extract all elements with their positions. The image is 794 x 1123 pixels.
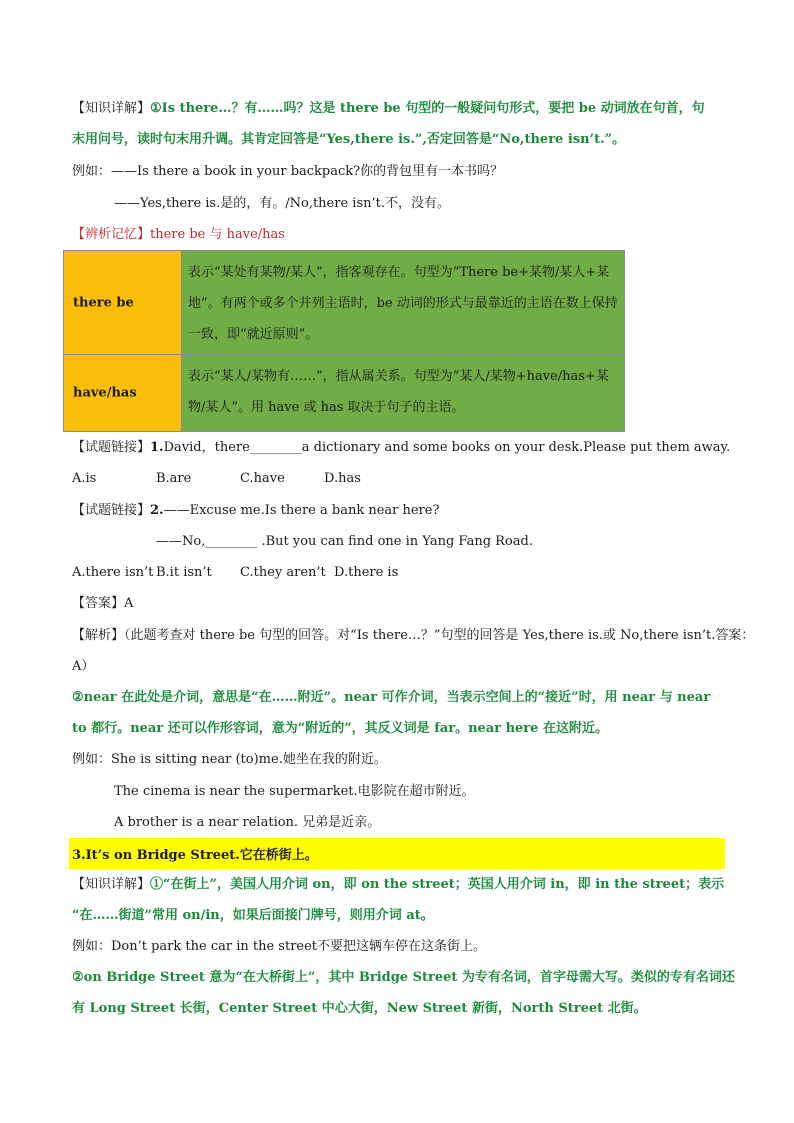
table-key-label: there be bbox=[73, 295, 134, 310]
explanation-label: 【解析】 bbox=[72, 628, 125, 643]
option-b[interactable]: B.it isn’t bbox=[156, 565, 212, 580]
green-text: ①Is there…？有……吗？这是 there be 句型的一般疑问句形式，要把 be 动词放在句首，句 bbox=[150, 101, 705, 116]
table-row bbox=[64, 355, 624, 431]
option-a[interactable]: A.is bbox=[72, 471, 97, 486]
analysis-tag: 【辨析记忆】 bbox=[72, 227, 151, 242]
option-c[interactable]: C.have bbox=[240, 471, 285, 486]
table-key-label: have/has bbox=[73, 385, 137, 401]
option-b[interactable]: B.are bbox=[156, 471, 192, 486]
green-text: ①“在街上”，美国人用介词 on，即 on the street；英国人用介词 in，即 in the street；表示 bbox=[150, 877, 725, 892]
near-explain-line-1: ②near 在此处是介词，意思是“在……附近”。near 可作介词，当表示空间上的“接近”时，用 near 与 near bbox=[72, 690, 711, 705]
section-tag: 【知识详解】 bbox=[72, 877, 151, 892]
answer-value: A bbox=[124, 596, 134, 611]
street-explain-line-4: 有 Long Street 长街，Center Street 中心大街，New Street 新街，North Street 北街。 bbox=[72, 1001, 647, 1016]
example-line-2: ——Yes,there is.是的，有。/No,there isn’t.不，没有。 bbox=[114, 196, 450, 211]
question-text: ——Excuse me.Is there a bank near here? bbox=[163, 503, 440, 518]
explanation-line-2: A） bbox=[72, 659, 95, 674]
question-number: 1. bbox=[150, 440, 164, 455]
answer-line bbox=[72, 594, 732, 614]
knowledge-explain-line-1 bbox=[72, 99, 732, 119]
highlighted-heading bbox=[69, 838, 725, 869]
table-key-cell bbox=[64, 355, 182, 431]
question-text: David，there________a dictionary and some books on your desk.Please put them away. bbox=[163, 440, 731, 455]
option-d[interactable]: D.has bbox=[324, 471, 361, 486]
question-tag: 【试题链接】 bbox=[72, 503, 151, 518]
street-explain-line-2: “在……街道”常用 on/in，如果后面接门牌号，则用介词 at。 bbox=[72, 908, 434, 923]
table-desc-cell: 表示“某处有某物/某人”，指客观存在。句型为“There be+某物/某人+某地”。有两个或多个并列主语时，be 动词的形式与最靠近的主语在数上保持一致，即“就近原则”。 bbox=[182, 251, 624, 354]
heading-text: 3.It’s on Bridge Street.它在桥街上。 bbox=[72, 848, 318, 863]
option-c[interactable]: C.they aren’t bbox=[240, 565, 326, 580]
explanation-line-1 bbox=[72, 626, 755, 646]
analysis-heading bbox=[72, 225, 732, 245]
near-explain-line-2: to 都行。near 还可以作形容词，意为“附近的”，其反义词是 far。near here 在这附近。 bbox=[72, 721, 608, 736]
explanation-text: （此题考查对 there be 句型的回答。对“Is there…？”句型的回答是 Yes,there is.或 No,there isn’t.答案： bbox=[124, 628, 755, 643]
option-d[interactable]: D.there is bbox=[334, 565, 399, 580]
street-explain-line-3: ②on Bridge Street 意为“在大桥街上”，其中 Bridge Street 为专有名词，首字母需大写。类似的专有名词还 bbox=[72, 970, 735, 985]
near-example-1: 例如：She is sitting near (to)me.她坐在我的附近。 bbox=[72, 752, 387, 767]
table-row bbox=[64, 251, 624, 355]
answer-label: 【答案】 bbox=[72, 596, 125, 611]
near-example-3: A brother is a near relation. 兄弟是近亲。 bbox=[114, 815, 381, 830]
table-key-cell bbox=[64, 251, 182, 354]
section-tag: 【知识详解】 bbox=[72, 101, 151, 116]
question-number: 2. bbox=[150, 503, 164, 518]
question-1 bbox=[72, 438, 732, 458]
question-tag: 【试题链接】 bbox=[72, 440, 151, 455]
street-example: 例如：Don’t park the car in the street不要把这辆车停在这条街上。 bbox=[72, 939, 487, 954]
example-line-1: 例如：——Is there a book in your backpack?你的背包里有一本书吗？ bbox=[72, 164, 504, 179]
street-explain-line-1 bbox=[72, 875, 732, 895]
question-2-line-2: ——No,________ .But you can find one in Yang Fang Road. bbox=[156, 534, 533, 549]
option-a[interactable]: A.there isn’t bbox=[72, 565, 154, 580]
knowledge-explain-line-2: 末用问号，读时句末用升调。其肯定回答是“Yes,there is.”,否定回答是“No,there isn’t.”。 bbox=[72, 132, 626, 147]
comparison-table bbox=[63, 250, 625, 432]
question-2 bbox=[72, 501, 732, 521]
near-example-2: The cinema is near the supermarket.电影院在超市附近。 bbox=[114, 784, 475, 799]
table-desc-cell: 表示“某人/某物有……”，指从属关系。句型为“某人/某物+have/has+某物/某人”。用 have 或 has 取决于句子的主语。 bbox=[182, 355, 624, 431]
analysis-topic: there be 与 have/has bbox=[150, 227, 285, 242]
